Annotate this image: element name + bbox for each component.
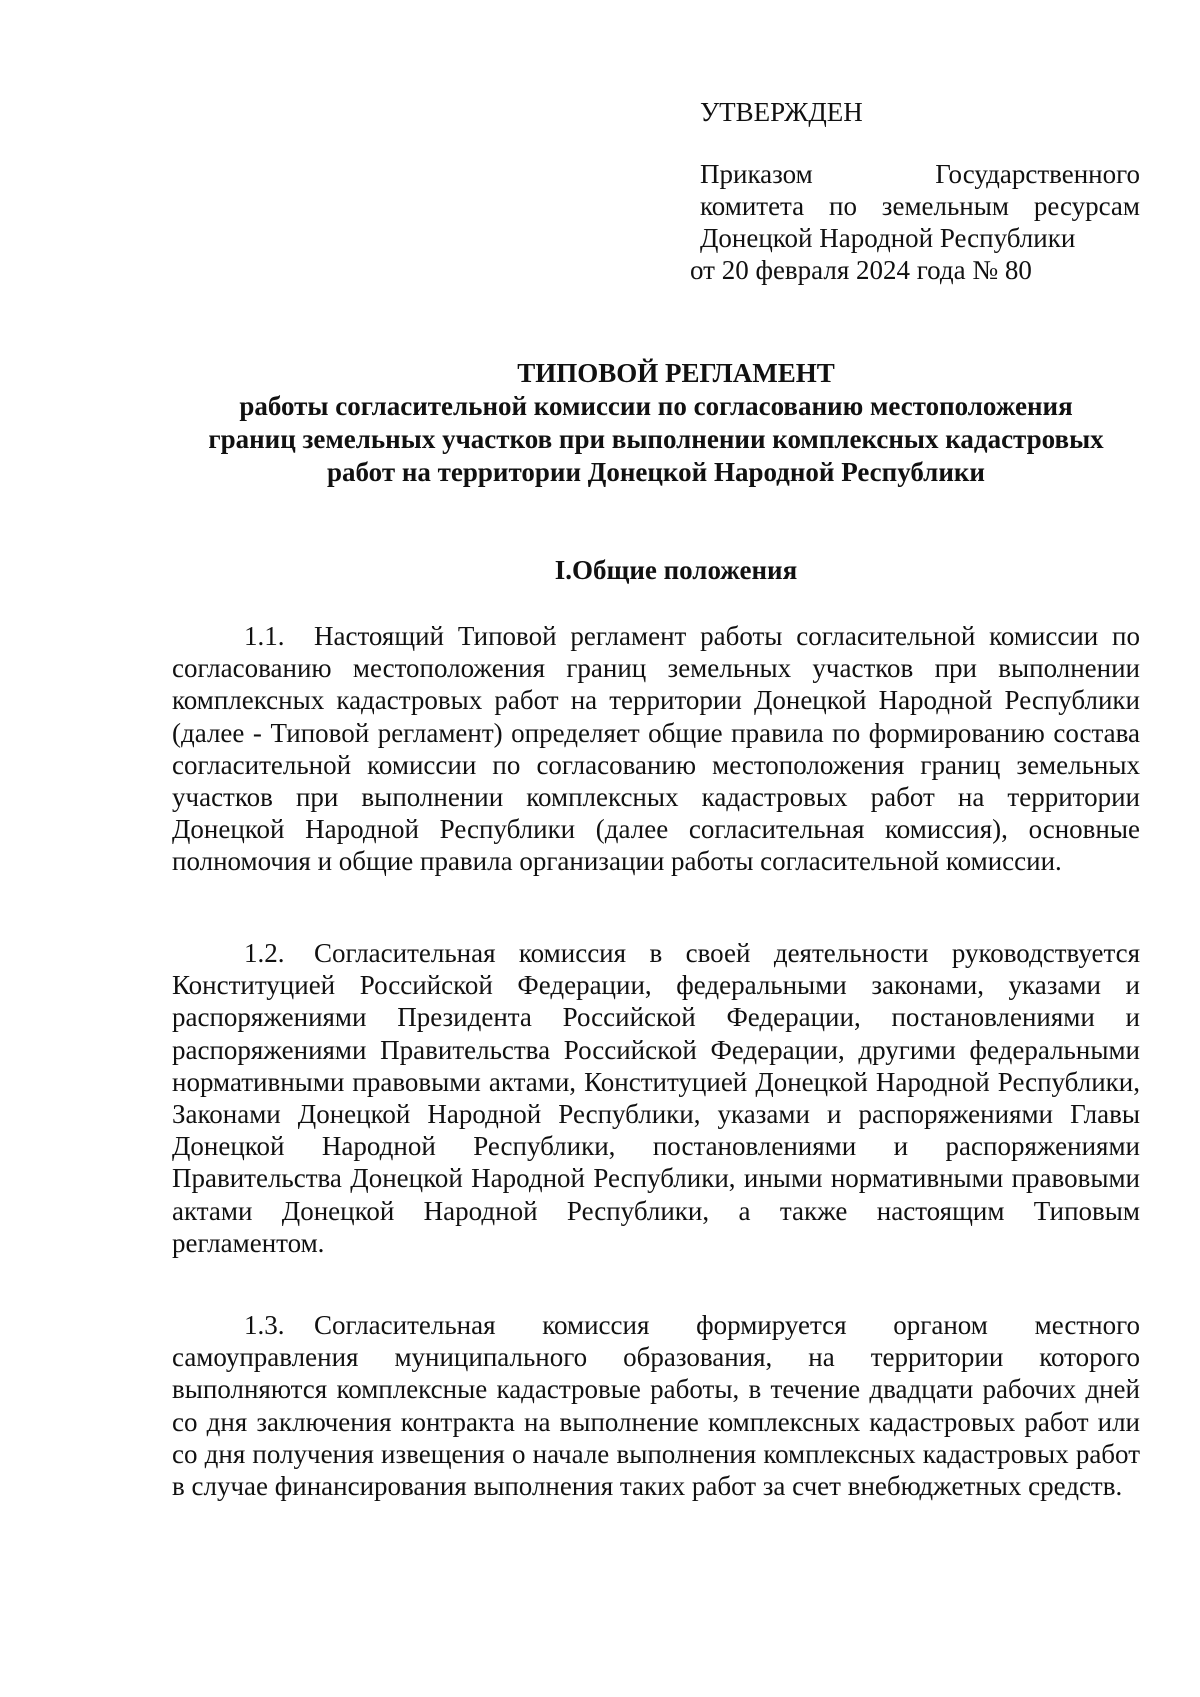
document-subtitle (172, 390, 1140, 489)
document-title-block (172, 356, 1140, 489)
paragraph-text: Согласительная комиссия в своей деятельности руководствуется Конституцией Российской Федерации, федеральными законами, указами и распоряжениями Президента Российской Федерации, постановлениями и распоряжениями Правительства Российской Федерации, другими федеральными нормативными правовыми актами, Конституцией Донецкой Народной Республики, Законами Донецкой Народной Республики, указами и распоряжениями Главы Донецкой Народной Республики, постановлениями и распоряжениями Правительства Донецкой Народной Республики, иными нормативными правовыми актами Донецкой Народной Республики, а также настоящим Типовым регламентом. (172, 938, 1140, 1258)
order-text-first-line: Приказом Государственного (700, 159, 1140, 189)
paragraph-number: 1.3. (244, 1310, 285, 1340)
section-heading: I.Общие положения (554, 555, 798, 585)
document-title: ТИПОВОЙ РЕГЛАМЕНТ (517, 358, 835, 388)
approval-block (690, 96, 1140, 286)
order-text-rest: комитета по земельным ресурсам Донецкой Народной Республики (700, 191, 1140, 253)
order-text (700, 158, 1140, 254)
order-date: от 20 февраля 2024 года № 80 (690, 255, 1032, 285)
paragraph-1-2 (172, 937, 1140, 1259)
paragraph-1-3 (172, 1309, 1140, 1502)
document-subtitle-line: работ на территории Донецкой Народной Республики (327, 457, 985, 487)
document-subtitle-line: работы согласительной комиссии по согласованию местоположения (239, 391, 1073, 421)
paragraph-number: 1.2. (244, 938, 285, 968)
paragraph-text: Настоящий Типовой регламент работы согласительной комиссии по согласованию местоположения границ земельных участков при выполнении комплексных кадастровых работ на территории Донецкой Народной Республики (далее - Типовой регламент) определяет общие правила по формированию состава согласительной комиссии по согласованию местоположения границ земельных участков при выполнении комплексных кадастровых работ на территории Донецкой Народной Республики (далее согласительная комиссия), основные полномочия и общие правила организации работы согласительной комиссии. (172, 621, 1140, 877)
approved-title: УТВЕРЖДЕН (700, 97, 863, 127)
paragraph-text: Согласительная комиссия формируется органом местного самоуправления муниципального образования, на территории которого выполняются комплексные кадастровые работы, в течение двадцати рабочих дней со дня заключения контракта на выполнение комплексных кадастровых работ или со дня получения извещения о начале выполнения комплексных кадастровых работ в случае финансирования выполнения таких работ за счет внебюджетных средств. (172, 1310, 1140, 1502)
paragraph-1-1 (172, 620, 1140, 878)
document-subtitle-line: границ земельных участков при выполнении комплексных кадастровых (208, 424, 1104, 454)
paragraph-number: 1.1. (244, 621, 285, 651)
